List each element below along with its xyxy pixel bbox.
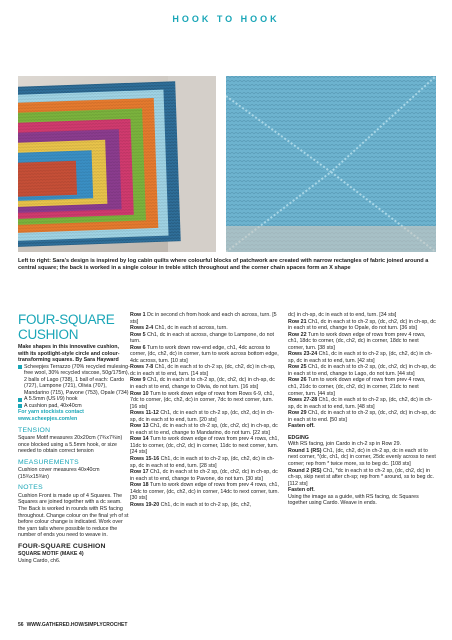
bullet-square-icon	[18, 365, 22, 369]
row-text: Turn to work down edge of rows from Rows 6-9, ch1, 7dc to corner, (dc, ch2, dc) in corner, 7dc to next corner, turn. [16 sts]	[130, 390, 274, 410]
closing-text: Using the image as a guide, with RS facing, dc Squares together using Cardo. Weave in ends.	[288, 493, 419, 507]
row-label: Rows 23-24	[288, 351, 318, 358]
section-label-text: HOOK TO HOOK	[172, 14, 280, 24]
row-text: Ch1, dc in each st to ch-2 sp, (dc, ch2, dc) in ch-sp, dc in each st to end, turn. [42 sts]	[288, 351, 433, 364]
row-label: Rows 11-12	[130, 410, 159, 417]
pattern-row	[288, 319, 436, 332]
row-label: Round 1 (RS)	[288, 447, 322, 454]
pattern-row	[130, 436, 280, 456]
row-text: Turn to work down edge of rows from prev 4 rows, ch1, 21dc to corner, (dc, ch2, dc) in corner, 21dc to next corner, turn. [44 sts]	[288, 377, 426, 397]
page-number: 56	[18, 622, 24, 628]
row-label: Row 26	[288, 377, 307, 384]
pattern-heading: FOUR-SQUARE CUSHION	[18, 542, 106, 550]
row-label: Row 25	[288, 364, 307, 371]
row-text: Turn to work down edge of rows from prev 4 rows, ch1, 11dc to corner, (dc, ch2, dc) in corner, 11dc to next corner, turn. [24 sts]	[130, 436, 279, 456]
row-text: Ch1, dc in each st to ch-2 sp, (dc, ch2, dc) in ch-sp, dc in each st to end, change to Opale, do not turn. [36 sts]	[288, 318, 436, 332]
row-text: Ch1, dc in each st to ch-2 sp, (dc, ch2, dc) in ch-sp, dc in each st to end, turn. [28 sts]	[130, 456, 275, 469]
edging-row	[288, 468, 436, 488]
pattern-title: FOUR-SQUARE CUSHION	[18, 312, 115, 342]
row-text: Ch1, dc in each st to ch-2 sp, (dc, ch2, dc) in ch-sp, dc in each st to end, change to Mandarino, do not turn. [22 sts]	[130, 423, 278, 436]
photo-caption	[18, 258, 434, 272]
row-text: Ch1, dc in each st to ch-2 sp, (dc, ch2, dc) in ch-sp, dc in each st to end, turn. [14 sts]	[130, 364, 276, 377]
materials-item	[18, 364, 130, 397]
row-label: Row 5	[130, 331, 146, 338]
row-text: Turn to work down edge of rows from prev 4 rows, ch1, 18dc to corner, (dc, ch2, dc) in corner, 18dc to next corner, turn. [38 sts]	[288, 331, 426, 351]
pattern-row	[288, 377, 436, 397]
row-text: Turn to work down row-end edge, ch1, 4dc across to corner, (dc, ch2, dc) in corner, turn to work across bottom edge, 4dc across, turn. [10 sts]	[130, 344, 279, 364]
row-label: Row 18	[130, 482, 149, 489]
pattern-row	[288, 423, 436, 430]
pattern-row	[130, 332, 280, 345]
pattern-row	[130, 502, 280, 509]
materials-item-text: A cushion pad, 40x40cm	[24, 402, 82, 409]
row-label: Row 22	[288, 331, 307, 338]
bullet-square-icon	[18, 398, 22, 402]
pattern-row	[130, 482, 280, 502]
row-label: Row 14	[130, 436, 149, 443]
tension-heading: TENSION	[18, 426, 51, 434]
bullet-square-icon	[18, 404, 22, 408]
row-text: Ch1, dc in each st to ch-2 sp, (dc, ch2,	[159, 501, 252, 508]
row-text: Turn to work down edge of rows from prev 4 rows, ch1, 14dc to corner, (dc, ch2, dc) in corner, 14dc to next corner, turn. [30 sts]	[130, 482, 279, 502]
pattern-row	[130, 410, 280, 423]
row-label: Fasten off.	[288, 423, 315, 430]
pattern-row	[288, 397, 436, 410]
pattern-row	[288, 332, 436, 352]
motif-text: Using Cardo, ch6.	[18, 557, 61, 564]
materials-item-text: A 5.5mm (US I/9) hook	[24, 396, 78, 403]
measurements-heading: MEASUREMENTS	[18, 458, 80, 466]
row-label: Round 2 (RS)	[288, 467, 322, 474]
materials-item-text: Scheepjes Terrazzo (70% recycled mulesing-free wool, 30% recycled viscose, 50g/175m), 2 balls of Lago (738), 1 ball of each: Cardo (727), Lampone (721), Olivia (707), Mandarino (715), Pavone (753), Opale (734)	[24, 363, 130, 396]
row-label: Rows 27-28	[288, 397, 318, 404]
row-label: Rows 7-8	[130, 364, 154, 371]
column-rows-1	[130, 312, 280, 508]
page-footer	[18, 622, 127, 628]
row-text: Ch1, dc in each st across, change to Lampone, do not turn.	[130, 331, 274, 345]
column-rows-2	[288, 312, 436, 507]
row-label: Fasten off.	[288, 487, 315, 494]
row-text: Ch1, dc in each st to ch-2 sp, (dc, ch2, dc) in ch-sp, dc in each st to end, change to Olivia, do not turn. [16 sts]	[130, 377, 275, 391]
pattern-row	[130, 423, 280, 436]
pattern-deck: Make shapes in this innovative cushion, with its spotlight-style circle and colour-transforming squares. By Sara Hayward	[18, 344, 120, 364]
stockists-label: For yarn stockists contact	[18, 409, 84, 416]
photo-blue-cushion-back	[226, 76, 436, 252]
row-text: dc) in ch-sp, dc in each st to end, turn. [34 sts]	[288, 312, 397, 318]
pattern-row	[288, 364, 436, 377]
row-label: Row 6	[130, 344, 146, 351]
row-text: Ch1, dc in each st to ch-2 sp, (dc, ch2, dc) in ch-sp, dc in each st to end, turn. [20 sts]	[130, 410, 274, 423]
row-text: Ch1, dc in each st to ch-2 sp, (dc, ch2, dc) in ch-sp, dc in each st to end. [50 sts]	[288, 410, 436, 423]
row-label: Row 21	[288, 318, 307, 325]
photo-log-cabin-cushion	[18, 76, 216, 252]
tension-text: Square Motif measures 20x20cm (7¾x7¾in) once blocked using a 5.5mm hook, or size needed to obtain correct tension	[18, 435, 123, 455]
edging-intro: With RS facing, join Cardo in ch-2 sp in Row 29.	[288, 441, 402, 448]
pattern-row	[130, 377, 280, 390]
stockists-link[interactable]: www.scheepjes.com/en	[18, 416, 78, 423]
pattern-row	[130, 456, 280, 469]
section-label	[0, 14, 452, 24]
row-text: Ch1, (dc, ch2, dc) in ch-2 sp, dc in each st to next corner, *(dc, ch1, dc) in corner, 25dc evenly across to next corner; rep from * twice more, ss to beg dc. [108 sts]	[288, 447, 436, 468]
row-text: Dc in second ch from hook and each ch across, turn. [5 sts]	[130, 312, 277, 325]
pattern-row	[130, 364, 280, 377]
row-label: Row 10	[130, 390, 149, 397]
row-label: Rows 19-20	[130, 501, 160, 508]
row-text: Ch1, dc in each st to ch-2 sp, (dc, ch2, dc) in ch-sp, dc in each st to end, change to Lago, do not turn. [44 sts]	[288, 364, 436, 377]
row-text: Ch1, *dc in each st to ch-2 sp, (dc, ch2, dc) in ch-sp, skip next st after ch-sp; rep from * around, ss to beg dc. [112 sts]	[288, 467, 435, 487]
edging-heading: EDGING	[288, 434, 309, 441]
column-intro	[18, 312, 130, 564]
row-label: Rows 15-16	[130, 456, 160, 463]
pattern-row	[130, 345, 280, 365]
row-label: Row 9	[130, 377, 146, 384]
notes-text: Cushion Front is made up of 4 Squares. The Squares are joined together with a dc seam. The Back is worked in rounds with RS facing throughout. Change colour on the final yrh of st before colour change is indicated. Work over the yarn tails where possible to reduce the number of ends you need to weave in.	[18, 492, 129, 539]
row-label: Rows 2-4	[130, 325, 154, 332]
caption-text: Left to right: Sara's design is inspired by log cabin quilts where colourful blocks of patchwork are created with narrow rectangles of fabric joined around a central square; the back is worked in a single colour in treble stitch throughout and the corner chain spaces form an X shape	[18, 258, 429, 272]
measurements-text: Cushion cover measures 40x40cm (15¾x15¾in)	[18, 467, 100, 480]
row-text: Ch1, dc in each st to ch-2 sp, (dc, ch2, dc) in ch-sp, dc in each st to end, turn. [48 sts]	[288, 397, 433, 410]
notes-heading: NOTES	[18, 484, 43, 492]
pattern-row	[288, 410, 436, 423]
footer-site[interactable]: WWW.GATHERED.HOW/SIMPLYCROCHET	[26, 622, 128, 628]
row-text: Ch1, dc in each st to ch-2 sp, (dc, ch2, dc) in ch-sp, dc in each st to end, change to Pavone, do not turn. [30 sts]	[130, 469, 278, 482]
edging-row	[288, 448, 436, 468]
row-text: Ch1, dc in each st across, turn.	[153, 325, 228, 332]
pattern-row	[130, 312, 280, 325]
pattern-row	[130, 391, 280, 411]
row-label: Row 17	[130, 469, 149, 476]
row-label: Row 13	[130, 423, 149, 430]
row-label: Row 1	[130, 312, 146, 318]
blue-cushion-back-image	[226, 76, 436, 252]
pattern-row	[130, 469, 280, 482]
pattern-row	[288, 351, 436, 364]
log-cabin-cushion-image	[18, 76, 216, 252]
row-label: Row 29	[288, 410, 307, 417]
motif-heading: SQUARE MOTIF (MAKE 4)	[18, 551, 84, 558]
